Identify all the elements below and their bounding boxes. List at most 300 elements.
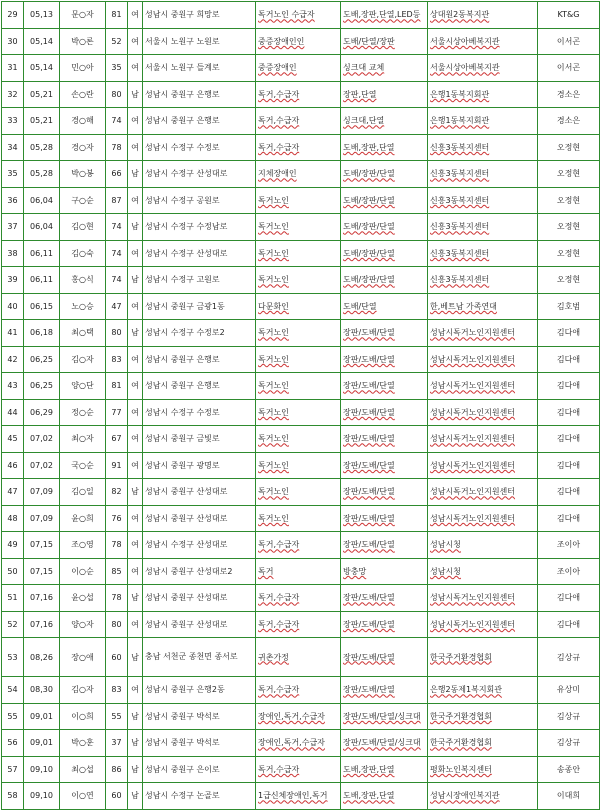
type-cell-text: 장애인,독거,수급자 xyxy=(258,711,325,721)
staff-cell: 김다애 xyxy=(538,399,600,426)
row-number: 58 xyxy=(2,783,24,810)
work-cell xyxy=(341,134,428,161)
type-cell-text: 1급신체장애인,독거 xyxy=(258,791,328,801)
work-cell-text: 도배/장판/단열 xyxy=(343,275,395,285)
sex-cell: 여 xyxy=(128,505,143,532)
agency-cell-text: 성남시청 xyxy=(430,566,461,576)
work-cell xyxy=(341,611,428,638)
age-cell: 78 xyxy=(106,134,128,161)
name-cell: 최○택 xyxy=(60,320,106,347)
table-row xyxy=(2,28,600,55)
work-cell xyxy=(341,293,428,320)
row-number: 41 xyxy=(2,320,24,347)
date-cell: 05,13 xyxy=(24,2,60,29)
row-number: 35 xyxy=(2,161,24,188)
type-cell-text: 독거,수급자 xyxy=(258,540,300,550)
type-cell-text: 독거,수급자 xyxy=(258,619,300,629)
agency-cell xyxy=(428,55,538,82)
work-cell-text: 장판,단열 xyxy=(343,89,377,99)
staff-cell: 경소은 xyxy=(538,108,600,135)
address-cell: 성남시 중원구 산성대로2 xyxy=(143,558,256,585)
work-cell-text: 장판/도배/단열 xyxy=(343,434,395,444)
row-number: 43 xyxy=(2,373,24,400)
type-cell xyxy=(256,783,341,810)
date-cell: 06,04 xyxy=(24,187,60,214)
date-cell: 07,09 xyxy=(24,505,60,532)
address-cell: 성남시 중원구 산성대로 xyxy=(143,611,256,638)
work-cell xyxy=(341,161,428,188)
agency-cell-text: 서울시상아베복지관 xyxy=(430,63,500,73)
type-cell-text: 독거노인 xyxy=(258,513,289,523)
agency-cell-text: 성남시장애인복지관 xyxy=(430,791,500,801)
address-cell: 성남시 중원구 금광1동 xyxy=(143,293,256,320)
work-cell-text: 도배/단열/장판 xyxy=(343,36,395,46)
table-row xyxy=(2,452,600,479)
row-number: 53 xyxy=(2,638,24,677)
agency-cell xyxy=(428,479,538,506)
table-row xyxy=(2,783,600,810)
type-cell-text: 독거노인 xyxy=(258,328,289,338)
work-cell xyxy=(341,187,428,214)
age-cell: 74 xyxy=(106,267,128,294)
agency-cell-text: 은행1동복지회관 xyxy=(430,89,490,99)
staff-cell: 오정현 xyxy=(538,214,600,241)
staff-cell: 김상규 xyxy=(538,730,600,757)
date-cell: 05,14 xyxy=(24,55,60,82)
date-cell: 06,18 xyxy=(24,320,60,347)
type-cell xyxy=(256,399,341,426)
work-cell-text: 도배/장판/단열 xyxy=(343,248,395,258)
type-cell-text: 독거노인 수급자 xyxy=(258,10,315,20)
type-cell-text: 독거노인 xyxy=(258,381,289,391)
table-row xyxy=(2,532,600,559)
sex-cell: 여 xyxy=(128,108,143,135)
type-cell-text: 독거노인 xyxy=(258,407,289,417)
date-cell: 05,21 xyxy=(24,108,60,135)
type-cell xyxy=(256,730,341,757)
sex-cell: 여 xyxy=(128,558,143,585)
name-cell: 이○순 xyxy=(60,558,106,585)
work-cell xyxy=(341,585,428,612)
sex-cell: 여 xyxy=(128,373,143,400)
table-row xyxy=(2,161,600,188)
table-row xyxy=(2,134,600,161)
address-cell: 성남시 중원구 은행2동 xyxy=(143,677,256,704)
type-cell xyxy=(256,55,341,82)
address-cell: 서울시 노원구 노원로 xyxy=(143,28,256,55)
address-cell: 성남시 중원구 박석로 xyxy=(143,703,256,730)
agency-cell xyxy=(428,2,538,29)
date-cell: 06,11 xyxy=(24,267,60,294)
sex-cell: 남 xyxy=(128,479,143,506)
type-cell xyxy=(256,81,341,108)
age-cell: 83 xyxy=(106,346,128,373)
age-cell: 47 xyxy=(106,293,128,320)
agency-cell-text: 한국주거환경협회 xyxy=(430,711,492,721)
work-cell-text: 장판/도배/단열 xyxy=(343,381,395,391)
age-cell: 87 xyxy=(106,187,128,214)
date-cell: 06,25 xyxy=(24,346,60,373)
address-cell: 성남시 중원구 은이로 xyxy=(143,756,256,783)
type-cell xyxy=(256,108,341,135)
work-cell xyxy=(341,240,428,267)
work-cell-text: 장판/도배/단열 xyxy=(343,619,395,629)
staff-cell: 김상규 xyxy=(538,638,600,677)
name-cell: 장○애 xyxy=(60,638,106,677)
name-cell: 민○아 xyxy=(60,55,106,82)
agency-cell xyxy=(428,373,538,400)
agency-cell-text: 한국주거환경협회 xyxy=(430,652,492,662)
age-cell: 74 xyxy=(106,108,128,135)
agency-cell-text: 한국주거환경협회 xyxy=(430,738,492,748)
agency-cell xyxy=(428,214,538,241)
work-cell-text: 싱크대 교체 xyxy=(343,63,385,73)
row-number: 47 xyxy=(2,479,24,506)
staff-cell: 김다애 xyxy=(538,505,600,532)
type-cell-text: 독거 xyxy=(258,566,274,576)
sex-cell: 남 xyxy=(128,756,143,783)
agency-cell xyxy=(428,638,538,677)
work-cell xyxy=(341,399,428,426)
sex-cell: 남 xyxy=(128,730,143,757)
staff-cell: KT&G xyxy=(538,2,600,29)
agency-cell-text: 신흥3동복지센터 xyxy=(430,195,490,205)
work-cell xyxy=(341,81,428,108)
work-cell-text: 방충망 xyxy=(343,566,367,576)
work-cell xyxy=(341,2,428,29)
date-cell: 07,15 xyxy=(24,558,60,585)
work-cell xyxy=(341,426,428,453)
agency-cell xyxy=(428,703,538,730)
date-cell: 05,28 xyxy=(24,134,60,161)
row-number: 52 xyxy=(2,611,24,638)
type-cell xyxy=(256,532,341,559)
row-number: 48 xyxy=(2,505,24,532)
table-row xyxy=(2,677,600,704)
date-cell: 06,04 xyxy=(24,214,60,241)
address-cell: 성남시 수정구 수정남로 xyxy=(143,214,256,241)
row-number: 42 xyxy=(2,346,24,373)
sex-cell: 남 xyxy=(128,703,143,730)
work-cell xyxy=(341,28,428,55)
type-cell xyxy=(256,585,341,612)
work-cell xyxy=(341,677,428,704)
staff-cell: 김다애 xyxy=(538,452,600,479)
address-cell: 성남시 중원구 은행로 xyxy=(143,108,256,135)
name-cell: 이○희 xyxy=(60,703,106,730)
staff-cell: 김다애 xyxy=(538,320,600,347)
date-cell: 06,25 xyxy=(24,373,60,400)
table-row xyxy=(2,320,600,347)
work-cell xyxy=(341,452,428,479)
table-row xyxy=(2,426,600,453)
staff-cell: 이서곤 xyxy=(538,55,600,82)
work-cell-text: 장판/도배/단열 xyxy=(343,460,395,470)
row-number: 29 xyxy=(2,2,24,29)
table-row xyxy=(2,638,600,677)
work-cell-text: 장판/도배/단열 xyxy=(343,328,395,338)
staff-cell: 김다애 xyxy=(538,479,600,506)
age-cell: 82 xyxy=(106,479,128,506)
agency-cell xyxy=(428,28,538,55)
sex-cell: 여 xyxy=(128,2,143,29)
work-cell-text: 장판/도배/단열 xyxy=(343,487,395,497)
row-number: 36 xyxy=(2,187,24,214)
sex-cell: 여 xyxy=(128,532,143,559)
name-cell: 최○섭 xyxy=(60,756,106,783)
type-cell-text: 중증장애인 xyxy=(258,63,297,73)
agency-cell-text: 성남시독거노인지원센터 xyxy=(430,381,516,391)
date-cell: 07,16 xyxy=(24,585,60,612)
agency-cell xyxy=(428,505,538,532)
service-record-table xyxy=(1,1,600,810)
type-cell xyxy=(256,28,341,55)
work-cell xyxy=(341,783,428,810)
work-cell xyxy=(341,730,428,757)
agency-cell-text: 성남시독거노인지원센터 xyxy=(430,434,516,444)
staff-cell: 오정현 xyxy=(538,240,600,267)
work-cell-text: 도배,장판,단열 xyxy=(343,764,395,774)
table-row xyxy=(2,730,600,757)
date-cell: 07,09 xyxy=(24,479,60,506)
sex-cell: 여 xyxy=(128,240,143,267)
table-row xyxy=(2,240,600,267)
work-cell-text: 장판/도배/단열 xyxy=(343,354,395,364)
row-number: 40 xyxy=(2,293,24,320)
agency-cell-text: 성남시독거노인지원센터 xyxy=(430,460,516,470)
age-cell: 37 xyxy=(106,730,128,757)
table-row xyxy=(2,55,600,82)
age-cell: 81 xyxy=(106,2,128,29)
sex-cell: 여 xyxy=(128,346,143,373)
table-row xyxy=(2,373,600,400)
table-row xyxy=(2,558,600,585)
staff-cell: 오정현 xyxy=(538,267,600,294)
type-cell-text: 독거노인 xyxy=(258,248,289,258)
staff-cell: 오정현 xyxy=(538,161,600,188)
staff-cell: 이대희 xyxy=(538,783,600,810)
address-cell: 성남시 중원구 금빛로 xyxy=(143,426,256,453)
address-cell: 성남시 수정구 논골로 xyxy=(143,783,256,810)
name-cell: 박○론 xyxy=(60,28,106,55)
type-cell xyxy=(256,452,341,479)
table-row xyxy=(2,611,600,638)
age-cell: 67 xyxy=(106,426,128,453)
name-cell: 김○일 xyxy=(60,479,106,506)
agency-cell xyxy=(428,585,538,612)
agency-cell xyxy=(428,452,538,479)
work-cell xyxy=(341,55,428,82)
work-cell-text: 도배,장판,단열 xyxy=(343,791,395,801)
row-number: 31 xyxy=(2,55,24,82)
name-cell: 김○자 xyxy=(60,346,106,373)
work-cell-text: 도배/장판/단열 xyxy=(343,195,395,205)
row-number: 39 xyxy=(2,267,24,294)
name-cell: 노○승 xyxy=(60,293,106,320)
address-cell: 성남시 수정구 수정로 xyxy=(143,399,256,426)
staff-cell: 조이아 xyxy=(538,532,600,559)
agency-cell-text: 신흥3동복지센터 xyxy=(430,142,490,152)
row-number: 50 xyxy=(2,558,24,585)
sex-cell: 여 xyxy=(128,55,143,82)
agency-cell xyxy=(428,558,538,585)
row-number: 37 xyxy=(2,214,24,241)
sex-cell: 여 xyxy=(128,611,143,638)
staff-cell: 김호범 xyxy=(538,293,600,320)
agency-cell-text: 은행1동복지회관 xyxy=(430,116,490,126)
agency-cell xyxy=(428,756,538,783)
type-cell xyxy=(256,187,341,214)
table-row xyxy=(2,214,600,241)
address-cell: 성남시 중원구 광명로 xyxy=(143,452,256,479)
date-cell: 07,02 xyxy=(24,426,60,453)
sex-cell: 여 xyxy=(128,28,143,55)
type-cell-text: 독거,수급자 xyxy=(258,142,300,152)
sex-cell: 여 xyxy=(128,452,143,479)
agency-cell xyxy=(428,399,538,426)
date-cell: 09,01 xyxy=(24,730,60,757)
table-row xyxy=(2,585,600,612)
name-cell: 정○순 xyxy=(60,399,106,426)
work-cell-text: 도배/장판/단열 xyxy=(343,169,395,179)
work-cell xyxy=(341,558,428,585)
name-cell: 국○순 xyxy=(60,452,106,479)
work-cell xyxy=(341,267,428,294)
sex-cell: 남 xyxy=(128,161,143,188)
agency-cell-text: 은행2동제1복지회관 xyxy=(430,685,503,695)
work-cell xyxy=(341,214,428,241)
sex-cell: 여 xyxy=(128,677,143,704)
name-cell: 홍○식 xyxy=(60,267,106,294)
agency-cell-text: 성남시독거노인지원센터 xyxy=(430,354,516,364)
row-number: 54 xyxy=(2,677,24,704)
table-body xyxy=(2,2,600,810)
address-cell: 성남시 수정구 공원로 xyxy=(143,187,256,214)
agency-cell xyxy=(428,267,538,294)
address-cell: 성남시 중원구 은행로 xyxy=(143,81,256,108)
name-cell: 윤○희 xyxy=(60,505,106,532)
address-cell: 성남시 수정구 산성대로 xyxy=(143,240,256,267)
sex-cell: 남 xyxy=(128,267,143,294)
name-cell: 경○자 xyxy=(60,134,106,161)
table-row xyxy=(2,2,600,29)
address-cell: 성남시 중원구 희망로 xyxy=(143,2,256,29)
date-cell: 06,11 xyxy=(24,240,60,267)
type-cell-text: 독거,수급자 xyxy=(258,89,300,99)
work-cell-text: 장판/도배/단열 xyxy=(343,593,395,603)
type-cell-text: 다문화인 xyxy=(258,301,289,311)
agency-cell-text: 성남시독거노인지원센터 xyxy=(430,619,516,629)
row-number: 45 xyxy=(2,426,24,453)
name-cell: 최○자 xyxy=(60,426,106,453)
row-number: 44 xyxy=(2,399,24,426)
date-cell: 07,15 xyxy=(24,532,60,559)
work-cell-text: 장판/도배/단열 xyxy=(343,685,395,695)
name-cell: 양○자 xyxy=(60,611,106,638)
name-cell: 경○해 xyxy=(60,108,106,135)
agency-cell xyxy=(428,81,538,108)
address-cell: 성남시 수정구 산성대로 xyxy=(143,532,256,559)
type-cell-text: 독거노인 xyxy=(258,195,289,205)
staff-cell: 김다애 xyxy=(538,346,600,373)
row-number: 51 xyxy=(2,585,24,612)
age-cell: 35 xyxy=(106,55,128,82)
date-cell: 09,10 xyxy=(24,783,60,810)
date-cell: 05,28 xyxy=(24,161,60,188)
staff-cell: 김다애 xyxy=(538,373,600,400)
name-cell: 김○숙 xyxy=(60,240,106,267)
work-cell-text: 도배/단열 xyxy=(343,301,377,311)
name-cell: 이○연 xyxy=(60,783,106,810)
name-cell: 구○순 xyxy=(60,187,106,214)
staff-cell: 김상규 xyxy=(538,703,600,730)
work-cell-text: 장판/도배/단열 xyxy=(343,652,395,662)
work-cell xyxy=(341,108,428,135)
address-cell: 성남시 수정구 고원로 xyxy=(143,267,256,294)
type-cell xyxy=(256,320,341,347)
staff-cell: 김다애 xyxy=(538,426,600,453)
agency-cell xyxy=(428,426,538,453)
sex-cell: 여 xyxy=(128,426,143,453)
name-cell: 김○자 xyxy=(60,677,106,704)
address-cell: 성남시 중원구 은행로 xyxy=(143,373,256,400)
type-cell xyxy=(256,373,341,400)
work-cell-text: 도배,장판,단열 xyxy=(343,142,395,152)
staff-cell: 이서곤 xyxy=(538,28,600,55)
agency-cell-text: 성남시독거노인지원센터 xyxy=(430,328,516,338)
work-cell xyxy=(341,320,428,347)
sex-cell: 남 xyxy=(128,783,143,810)
staff-cell: 경소은 xyxy=(538,81,600,108)
type-cell-text: 독거노인 xyxy=(258,487,289,497)
sex-cell: 여 xyxy=(128,134,143,161)
type-cell-text: 장애인,독거,수급자 xyxy=(258,738,325,748)
type-cell xyxy=(256,346,341,373)
work-cell xyxy=(341,346,428,373)
type-cell-text: 독거,수급자 xyxy=(258,593,300,603)
row-number: 30 xyxy=(2,28,24,55)
date-cell: 06,15 xyxy=(24,293,60,320)
address-cell: 성남시 중원구 박석로 xyxy=(143,730,256,757)
sex-cell: 남 xyxy=(128,320,143,347)
agency-cell xyxy=(428,187,538,214)
work-cell-text: 장판/도배/단열 xyxy=(343,513,395,523)
agency-cell-text: 평화노인복지센터 xyxy=(430,764,492,774)
address-cell: 서울시 노원구 들계로 xyxy=(143,55,256,82)
name-cell: 양○단 xyxy=(60,373,106,400)
work-cell xyxy=(341,505,428,532)
address-cell: 성남시 수정구 수정로2 xyxy=(143,320,256,347)
work-cell xyxy=(341,479,428,506)
name-cell: 김○현 xyxy=(60,214,106,241)
staff-cell: 김다애 xyxy=(538,585,600,612)
type-cell-text: 독거노인 xyxy=(258,460,289,470)
type-cell-text: 독거,수급자 xyxy=(258,764,300,774)
row-number: 49 xyxy=(2,532,24,559)
date-cell: 09,10 xyxy=(24,756,60,783)
type-cell xyxy=(256,2,341,29)
type-cell-text: 독거노인 xyxy=(258,222,289,232)
type-cell xyxy=(256,638,341,677)
age-cell: 85 xyxy=(106,558,128,585)
agency-cell xyxy=(428,532,538,559)
sex-cell: 여 xyxy=(128,187,143,214)
date-cell: 08,26 xyxy=(24,638,60,677)
table-row xyxy=(2,81,600,108)
type-cell-text: 귀촌가정 xyxy=(258,652,289,662)
work-cell-text: 장판/도배/단열 xyxy=(343,540,395,550)
table-row xyxy=(2,346,600,373)
